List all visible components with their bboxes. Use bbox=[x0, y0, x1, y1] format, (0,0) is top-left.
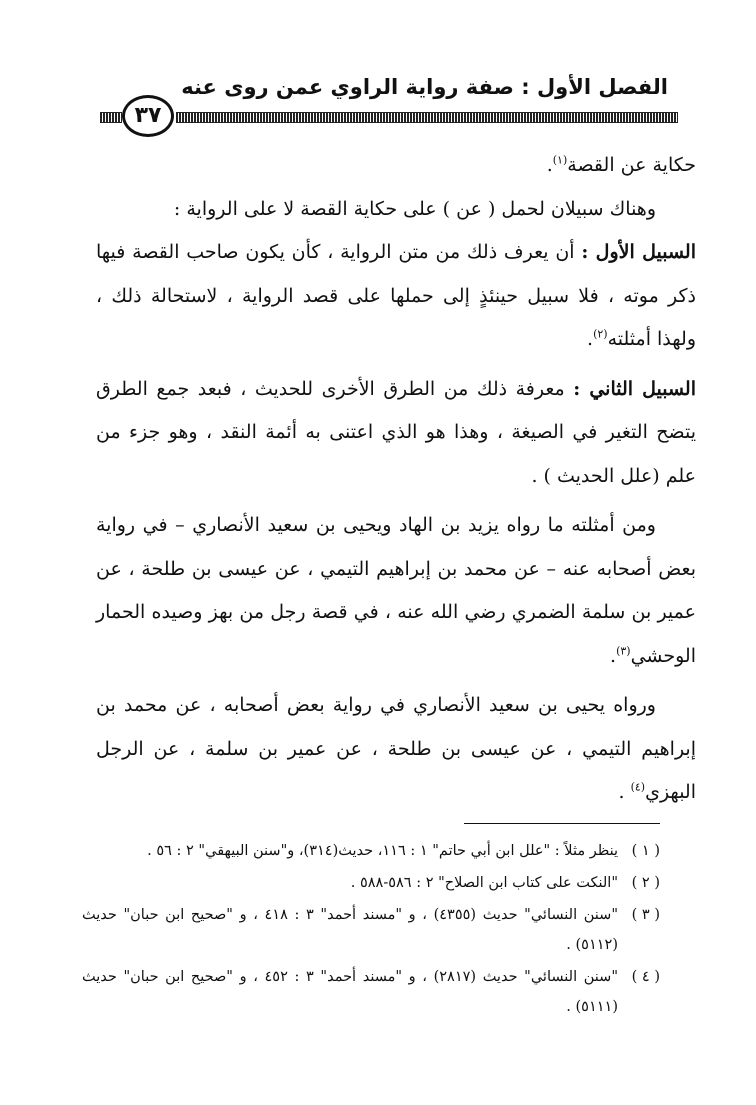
footnote-text: "النكت على كتاب ابن الصلاح" ٢ : ٥٨٦-٥٨٨ . bbox=[350, 875, 618, 891]
paragraph-3-end: . bbox=[587, 328, 594, 350]
header-rule bbox=[176, 112, 678, 123]
footnote-number: ( ٣ ) bbox=[631, 907, 660, 923]
footnote-text: "سنن النسائي" حديث (٤٣٥٥) ، و "مسند أحمد" ٣ : ٤١٨ ، و "صحيح ابن حبان" حديث (٥١١٢) . bbox=[82, 907, 618, 953]
paragraph-1-end: . bbox=[546, 154, 553, 176]
footnote-number: ( ٢ ) bbox=[631, 875, 660, 891]
paragraph-2 bbox=[96, 188, 696, 232]
paragraph-6-text: ورواه يحيى بن سعيد الأنصاري في رواية بعض أصحابه ، عن محمد بن إبراهيم التيمي ، عن عيسى بن طلحة ، عن عمير بن سلمة ، عن الرجل البهزي bbox=[96, 694, 696, 803]
header-rule-end bbox=[100, 112, 122, 123]
footnote-1 bbox=[82, 836, 660, 866]
footnote-2 bbox=[82, 868, 660, 898]
paragraph-6-end: . bbox=[618, 781, 631, 803]
paragraph-1-text: حكاية عن القصة bbox=[567, 154, 696, 176]
page-number: ٣٧ bbox=[122, 95, 174, 137]
footnotes bbox=[82, 836, 660, 1024]
paragraph-5-text: ومن أمثلته ما رواه يزيد بن الهاد ويحيى بن سعيد الأنصاري – في رواية بعض أصحابه عنه – عن محمد بن إبراهيم التيمي ، عن عيسى بن طلحة ، عن عمير بن سلمة الضمري رضي الله عنه ، في قصة رجل من بهز وصيده الحمار الوحشي bbox=[96, 514, 696, 667]
footnote-text: ينظر مثلاً : "علل ابن أبي حاتم" ١ : ١١٦، حديث(٣١٤)، و"سنن البيهقي" ٢ : ٥٦ . bbox=[147, 843, 618, 859]
second-way-heading: السبيل الثاني : bbox=[573, 377, 696, 400]
footnote-ref-1[interactable]: (١) bbox=[552, 153, 568, 167]
body-text bbox=[96, 144, 696, 815]
footnote-text: "سنن النسائي" حديث (٢٨١٧) ، و "مسند أحمد" ٣ : ٤٥٢ ، و "صحيح ابن حبان" حديث (٥١١١) . bbox=[82, 969, 618, 1015]
paragraph-3-text: أن يعرف ذلك من متن الرواية ، كأن يكون صاحب القصة فيها ذكر موته ، فلا سبيل حينئذٍ إلى حملها على قصد الرواية ، لاستحالة ذلك ، ولهذا أمثلته bbox=[96, 241, 696, 350]
footnote-3 bbox=[82, 900, 660, 960]
first-way-heading: السبيل الأول : bbox=[581, 241, 696, 263]
paragraph-5-end: . bbox=[610, 644, 617, 667]
paragraph-1 bbox=[96, 144, 696, 188]
footnote-ref-2[interactable]: (٢) bbox=[593, 327, 608, 341]
footnote-number: ( ٤ ) bbox=[631, 969, 660, 985]
running-header-title: الفصل الأول : صفة رواية الراوي عمن روى عنه bbox=[181, 75, 668, 99]
paragraph-2-text: وهناك سبيلان لحمل ( عن ) على حكاية القصة لا على الرواية : bbox=[173, 197, 656, 220]
paragraph-3 bbox=[96, 231, 696, 362]
paragraph-4-text: معرفة ذلك من الطرق الأخرى للحديث ، فبعد جمع الطرق يتضح التغير في الصيغة ، وهذا هو الذي اعتنى به أئمة النقد ، وهو جزء من علم (علل الحديث ) . bbox=[96, 377, 696, 487]
paragraph-4 bbox=[96, 368, 696, 499]
footnote-ref-3[interactable]: (٣) bbox=[616, 644, 631, 658]
footnote-ref-4[interactable]: (٤) bbox=[630, 780, 646, 794]
footnote-separator bbox=[464, 823, 660, 824]
footnote-4 bbox=[82, 962, 660, 1022]
paragraph-6 bbox=[96, 684, 696, 815]
footnote-number: ( ١ ) bbox=[631, 843, 660, 859]
paragraph-5 bbox=[96, 504, 696, 678]
